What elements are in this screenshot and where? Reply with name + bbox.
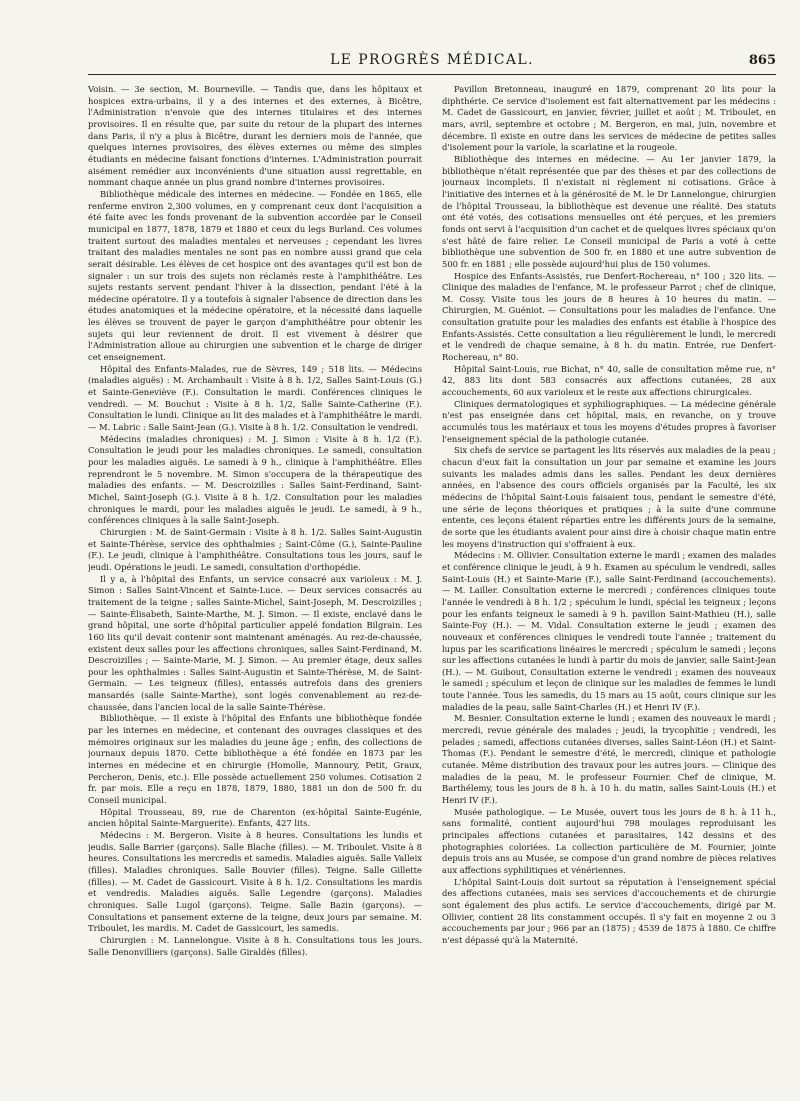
paragraph: Médecins : M. Ollivier. Consultation externe le mardi ; examen des malades et conférence clinique le jeudi, à 9 h. Examen au spéculum le vendredi, salles Saint-Louis (H.) et Sainte-Marie (F.), salle Saint-Ferdinand (accouchements). — M. Lailler. Consultation externe le mercredi ; conférences cliniques toute l'année le vendredi à 8 h. 1/2 ; spéculum le lundi, spécial les teigneux ; leçons pour les enfants teigneux le samedi à 9 h. pavillon Saint-Mathieu (H.), salle Sainte-Foy (H.). — M. Vidal. Consultation externe le jeudi ; examen des nouveaux et conférences cliniques le vendredi toute l'année ; traitement du lupus par les scarifications linéaires le mercredi ; spéculum le samedi ; leçons sur les affections cutanées le lundi à partir du mois de janvier, salle Saint-Jean (H.). — M. Guibout, Consultation externe le vendredi ; examen des nouveaux le samedi ; spéculum et leçon de clinique sur les maladies de femmes le lundi toute l'année. Tous les samedis, du 15 mars au 15 août, cours clinique sur les maladies de la peau, salle Saint-Charles (H.) et Henri IV (F.). bbox=[442, 550, 776, 712]
paragraph: Musée pathologique. — Le Musée, ouvert tous les jours de 8 h. à 11 h., sans formalité, contient aujourd'hui 798 moulages reproduisant les principales affections cutanées et parasitaires, 142 dessins et des photographies coloriées. La collection particulière de M. Fournier, jointe depuis trois ans au Musée, se compose d'un grand nombre de pièces relatives aux affections syphilitiques et vénériennes. bbox=[442, 806, 776, 875]
paragraph: Hôpital Saint-Louis, rue Bichat, n° 40, salle de consultation même rue, n° 42, 883 lits dont 583 consacrés aux affections cutanées, 28 aux accouchements, 60 aux varioleux et le reste aux affections chirurgicales. bbox=[442, 363, 776, 398]
left-column bbox=[88, 84, 422, 1084]
paragraph: Bibliothèque médicale des internes en médecine. — Fondée en 1865, elle renferme environ 2,300 volumes, en y comprenant ceux dont l'acquisition a été faite avec les fonds provenant de la subvention accordée par le Conseil municipal en 1877, 1878, 1879 et 1880 et ceux du legs Burland. Ces volumes traitent surtout des maladies mentales et nerveuses ; cependant les livres traitant des maladies mentales ne sont pas en nombre aussi grand que cela serait désirable. Les élèves de cet hospice ont des avantages qu'il est bon de signaler : un sur trois des sujets non réclamés reste à l'amphithéâtre. Les sujets restants servent pendant l'hiver à la dissection, pendant l'été à la médecine opératoire. Il y a toutefois à signaler l'absence de direction dans les études anatomiques et la médecine opératoire, et la nécessité dans laquelle les élèves se trouvent de payer le garçon d'amphithéâtre pour obtenir les sujets qui leur reviennent de droit. Il est vivement à désirer que l'Administration alloue au chirurgien une subvention et le charge de diriger cet enseignement. bbox=[88, 188, 422, 363]
paragraph: Chirurgien : M. de Saint-Germain : Visite à 8 h. 1/2. Salles Saint-Augustin et Sainte-Thérèse, service des ophthalmies ; Saint-Côme (G.), Sainte-Pauline (F.). Le jeudi, clinique à l'amphithéâtre. Consultations tous les jours, sauf le jeudi. Opérations le jeudi. Le samedi, consultation d'orthopédie. bbox=[88, 526, 422, 572]
paragraph: L'hôpital Saint-Louis doit surtout sa réputation à l'enseignement spécial des affections cutanées, mais ses services d'accouchements et de chirurgie sont également des plus actifs. Le service d'accouchements, dirigé par M. Ollivier, contient 28 lits constamment occupés. Il s'y fait en moyenne 2 ou 3 accouchements par jour ; 966 par an (1875) ; 4539 de 1875 à 1880. Ce chiffre n'est dépassé qu'à la Maternité. bbox=[442, 876, 776, 945]
paragraph: Hôpital Trousseau, 89, rue de Charenton (ex-hôpital Sainte-Eugénie, ancien hôpital Sainte-Marguerite). Enfants, 427 lits. bbox=[88, 806, 422, 829]
paragraph: Six chefs de service se partagent les lits réservés aux maladies de la peau ; chacun d'eux fait la consultation un jour par semaine et examine les jours suivants les malades admis dans les salles. Pendant les deux dernières années, en l'absence des cours officiels organisés par la Faculté, les six médecins de l'hôpital Saint-Louis faisaient tous, pendant le semestre d'été, une série de leçons théoriques et pratiques ; à la suite d'une commune entente, ces leçons étaient réparties entre les différents jours de la semaine, de sorte que les étudiants avaient pour ainsi dire à choisir chaque matin entre les moyens d'instruction qui s'offraient à eux. bbox=[442, 445, 776, 549]
paragraph: Médecins : M. Bergeron. Visite à 8 heures. Consultations les lundis et jeudis. Salle Barrier (garçons). Salle Blache (filles). — M. Triboulet. Visite à 8 heures. Consultations les mercredis et samedis. Maladies aiguës. Salle Valleix (filles). Maladies chroniques. Salle Bouvier (filles). Teigne. Salle Gillette (filles). — M. Cadet de Gassicourt. Visite à 8 h. 1/2. Consultations les mardis et vendredis. Maladies aiguës. Salle Legendre (garçons). Maladies chroniques. Salle Lugol (garçons). Teigne. Salle Bazin (garçons). — Consultations et pansement externe de la teigne, deux jours par semaine. M. Triboulet, les mardis. M. Cadet de Gassicourt, les samedis. bbox=[88, 830, 422, 934]
page-number: 865 bbox=[748, 53, 776, 68]
paragraph: Il y a, à l'hôpital des Enfants, un service consacré aux varioleux : M. J. Simon : Salles Saint-Vincent et Sainte-Luce. — Deux services consacrés au traitement de la teigne ; salles Sainte-Michel, Saint-Joseph, M. Descroizilles ; — Sainte-Élisabeth, Sainte-Marthe, M. J. Simon. — Il existe, enclavé dans le grand hôpital, une sorte d'hôpital particulier appelé fondation Bilgrain. Les 160 lits qu'il devait contenir sont maintenant aménagés. Au rez-de-chaussée, existent deux salles pour les affections chroniques, salles Saint-Ferdinand, M. Descroizilles ; — Sainte-Marie, M. J. Simon. — Au premier étage, deux salles pour les ophthalmies : Salles Saint-Augustin et Sainte-Thérèse, M. de Saint-Germain. — Les teigneux (filles), entassés autrefois dans des greniers mansardés (salle Sainte-Marthe), sont logés convenablement au rez-de-chaussée, dans l'ancien local de la salle Sainte-Thérèse. bbox=[88, 573, 422, 712]
running-title: LE PROGRÈS MÉDICAL. bbox=[330, 52, 534, 68]
paragraph: Hospice des Enfants-Assistés, rue Denfert-Rochereau, n° 100 ; 320 lits. — Clinique des maladies de l'enfance, M. le professeur Parrot ; chef de clinique, M. Cossy. Visite tous les jours de 8 heures à 10 heures du matin. — Chirurgien, M. Guéniot. — Consultations pour les maladies de l'enfance. Une consultation gratuite pour les maladies des enfants est établie à l'hospice des Enfants-Assistés. Cette consultation a lieu régulièrement le lundi, le mercredi et le vendredi de chaque semaine, à 8 h. du matin. Entrée, rue Denfert-Rochereau, n° 80. bbox=[442, 270, 776, 363]
paragraph: Chirurgien : M. Lannelongue. Visite à 8 h. Consultations tous les jours. Salle Denonvilliers (garçons). Salle Giraldès (filles). bbox=[88, 934, 422, 957]
paragraph: Cliniques dermatologiques et syphiliographiques. — La médecine générale n'est pas enseignée dans cet hôpital, mais, en revanche, on y trouve accumulés tous les matériaux et tous les moyens d'études propres à favoriser l'enseignement spécial de la pathologie cutanée. bbox=[442, 398, 776, 444]
paragraph: Pavillon Bretonneau, inauguré en 1879, comprenant 20 lits pour la diphthérie. Ce service d'isolement est fait alternativement par les médecins : M. Cadet de Gassicourt, en janvier, février, juillet et août ; M. Triboulet, en mars, avril, septembre et octobre ; M. Bergeron, en mai, juin, novembre et décembre. Il existe en outre dans les services de médecine de petites salles d'isolement pour la variole, la scarlatine et la rougeole. bbox=[442, 84, 776, 153]
paragraph: M. Besnier. Consultation externe le lundi ; examen des nouveaux le mardi ; mercredi, revue générale des malades ; jeudi, la trycophitie ; vendredi, les pelades ; samedi, affections cutanées diverses, salles Saint-Léon (H.) et Saint-Thomas (F.). Pendant le semestre d'été, le mercredi, clinique et pathologie cutanée. Même distribution des travaux pour les autres jours. — Clinique des maladies de la peau, M. le professeur Fournier. Chef de clinique, M. Barthélemy, tous les jours de 8 h. à 10 h. du matin, salles Saint-Louis (H.) et Henri IV (F.). bbox=[442, 713, 776, 806]
right-column bbox=[442, 84, 776, 1084]
paragraph: Hôpital des Enfants-Malades, rue de Sèvres, 149 ; 518 lits. — Médecins (maladies aiguës) : M. Archambault : Visite à 8 h. 1/2, Salles Saint-Louis (G.) et Sainte-Geneviève (F.). Consultation le mardi. Conférences cliniques le vendredi. — M. Bouchut : Visite à 8 h. 1/2, Salle Sainte-Catherine (F.). Consultation le lundi. Clinique au lit des malades et à l'amphithéâtre le mardi. — M. Labric : Salle Saint-Jean (G.). Visite à 8 h. 1/2. Consultation le vendredi. bbox=[88, 363, 422, 433]
paragraph: Bibliothèque des internes en médecine. — Au 1er janvier 1879, la bibliothèque n'était représentée que par des thèses et par des collections de journaux incomplets. Il n'existait ni règlement ni cotisations. Grâce à l'initiative des internes et à la générosité de M. le Dr Lannelongue, chirurgien de l'hôpital Trousseau, la bibliothèque est devenue une réalité. Des statuts ont été votés, des cotisations mensuelles ont été perçues, et les premiers fonds ont servi à l'acquisition d'un cachet et de quelques livres spéciaux qu'on s'est hâté de faire relier. Le Conseil municipal de Paris a voté à cette bibliothèque une subvention de 500 fr. en 1880 et une autre subvention de 500 fr. en 1881 ; elle possède aujourd'hui plus de 150 volumes. bbox=[442, 153, 776, 269]
paragraph: Voisin. — 3e section, M. Bourneville. — Tandis que, dans les hôpitaux et hospices extra-urbains, il y a des internes et des externes, à Bicêtre, l'Administration n'envoie que des internes titulaires et des internes provisoires. Il en résulte que, par suite du retour de la plupart des internes dans Paris, il n'y a plus à Bicêtre, durant les derniers mois de l'année, que quelques internes provisoires, des élèves externes ou même des simples étudiants en médecine faisant fonctions d'internes. L'Administration pourrait aisément remédier aux inconvénients d'une situation aussi regrettable, en nommant chaque année un plus grand nombre d'internes provisoires. bbox=[88, 84, 422, 188]
running-header bbox=[88, 50, 776, 75]
paragraph: Bibliothèque. — Il existe à l'hôpital des Enfants une bibliothèque fondée par les internes en médecine, et contenant des ouvrages classiques et des mémoires originaux sur les maladies du jeune âge ; enfin, des collections de journaux depuis 1870. Cette bibliothèque a été fondée en 1873 par les internes en médecine et en chirurgie (Homolle, Mannoury, Petit, Graux, Percheron, Denis, etc.). Elle possède actuellement 250 volumes. Cotisation 2 fr. par mois. Elle a reçu en 1878, 1879, 1880, 1881 un don de 500 fr. du Conseil municipal. bbox=[88, 713, 422, 806]
paragraph: Médecins (maladies chroniques) : M. J. Simon : Visite à 8 h. 1/2 (F.). Consultation le jeudi pour les maladies chroniques. Le samedi, consultation pour les maladies aiguës. Le samedi à 9 h., clinique à l'amphithéâtre. Elles reprendront le 5 novembre. M. Simon s'occupera de la thérapeutique des maladies des enfants. — M. Descroizilles : Salles Saint-Ferdinand, Saint-Michel, Saint-Joseph (G.). Visite à 8 h. 1/2. Consultation pour les maladies chroniques le mardi, pour les maladies aiguës le jeudi. Le samedi, à 9 h., conférences cliniques à la salle Saint-Joseph. bbox=[88, 433, 422, 526]
